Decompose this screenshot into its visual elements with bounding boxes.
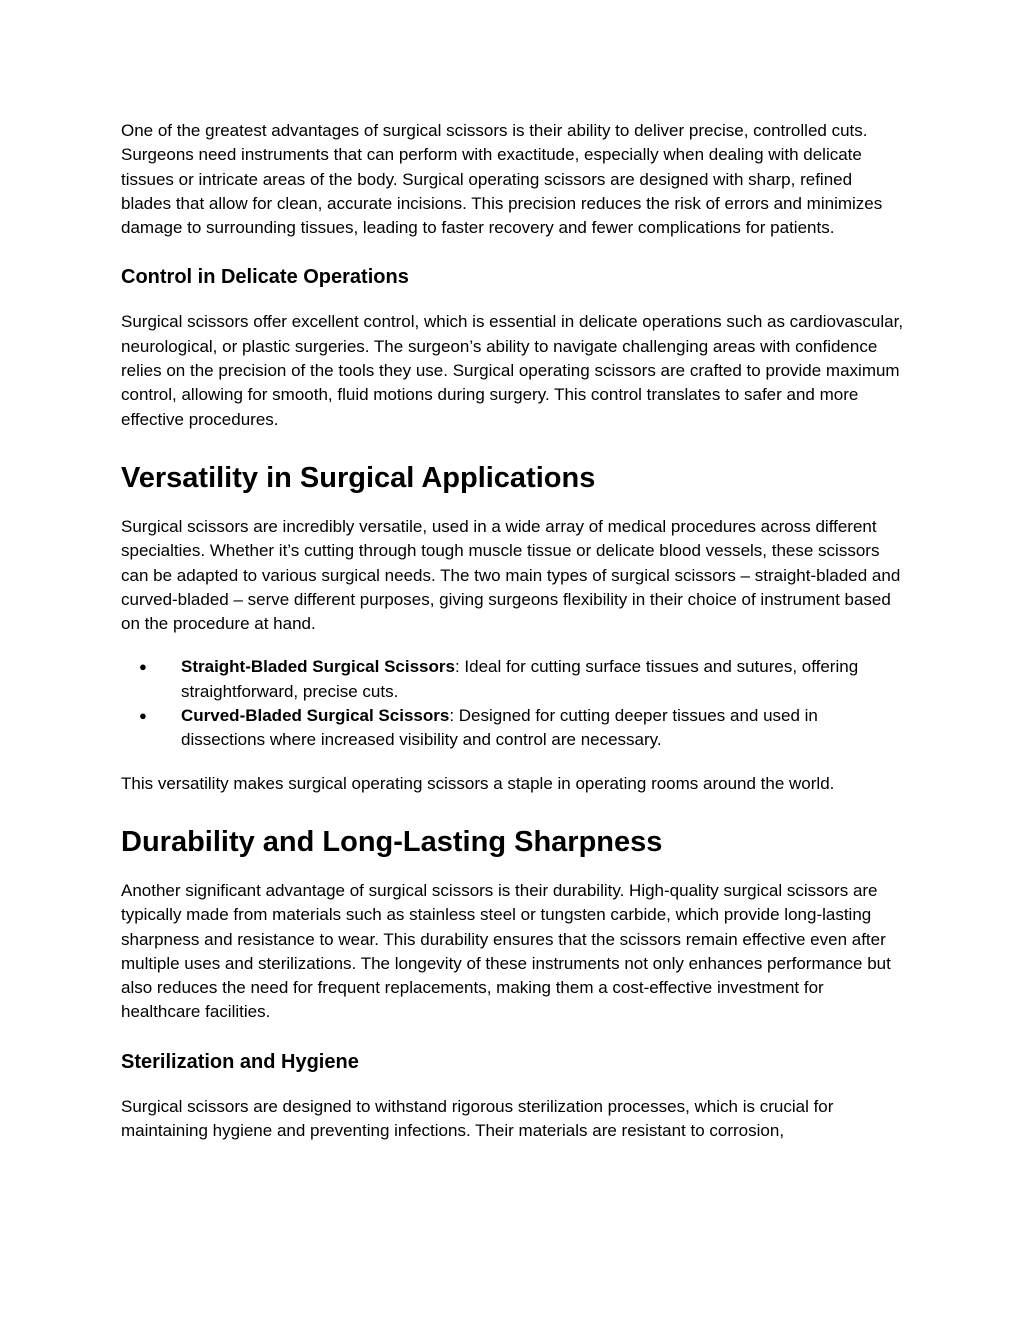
sterilization-paragraph: Surgical scissors are designed to withstand rigorous sterilization processes, which is crucial for maintaining hygiene and preventing infections. Their materials are resistant to corrosion, [121,1096,834,1141]
document-page [121,119,906,1143]
list-item [121,655,906,704]
heading-durability: Durability and Long-Lasting Sharpness [121,825,663,858]
list-item [121,704,906,753]
control-paragraph: Surgical scissors offer excellent control, which is essential in delicate operations such as cardiovascular, neurological, or plastic surgeries. The surgeon’s ability to navigate challenging areas with confidence relies on the precision of the tools they use. Surgical operating scissors are crafted to provide maximum control, allowing for smooth, fluid motions during surgery. This control translates to safer and more effective procedures. [121,312,904,429]
list-item-term: Curved-Bladed Surgical Scissors [181,706,450,726]
heading-sterilization: Sterilization and Hygiene [121,1050,359,1073]
list-item-description: : Ideal for cutting surface tissues and sutures, offering straightforward, precise cuts. [181,657,859,701]
list-item-description: : Designed for cutting deeper tissues and used in dissections where increased visibility and control are necessary. [181,706,818,750]
bullet-icon: ● [139,659,147,675]
heading-versatility: Versatility in Surgical Applications [121,461,596,494]
versatility-conclusion-paragraph: This versatility makes surgical operating scissors a staple in operating rooms around the world. [121,773,835,793]
durability-paragraph: Another significant advantage of surgical scissors is their durability. High-quality surgical scissors are typically made from materials such as stainless steel or tungsten carbide, which provide long-lasting sharpness and resistance to wear. This durability ensures that the scissors remain effective even after multiple uses and sterilizations. The longevity of these instruments not only enhances performance but also reduces the need for frequent replacements, making them a cost-effective investment for healthcare facilities. [121,880,891,1022]
bullet-icon: ● [139,708,147,724]
list-item-term: Straight-Bladed Surgical Scissors [181,657,455,677]
scissor-types-list [121,655,906,752]
intro-paragraph: One of the greatest advantages of surgical scissors is their ability to deliver precise, controlled cuts. Surgeons need instruments that can perform with exactitude, especially when dealing with delicate tissues or intricate areas of the body. Surgical operating scissors are designed with sharp, refined blades that allow for clean, accurate incisions. This precision reduces the risk of errors and minimizes damage to surrounding tissues, leading to faster recovery and fewer complications for patients. [121,121,883,238]
heading-control: Control in Delicate Operations [121,266,409,289]
versatility-paragraph: Surgical scissors are incredibly versatile, used in a wide array of medical procedures across different specialties. Whether it’s cutting through tough muscle tissue or delicate blood vessels, these scissors can be adapted to various surgical needs. The two main types of surgical scissors – straight-bladed and curved-bladed – serve different purposes, giving surgeons flexibility in their choice of instrument based on the procedure at hand. [121,516,901,634]
